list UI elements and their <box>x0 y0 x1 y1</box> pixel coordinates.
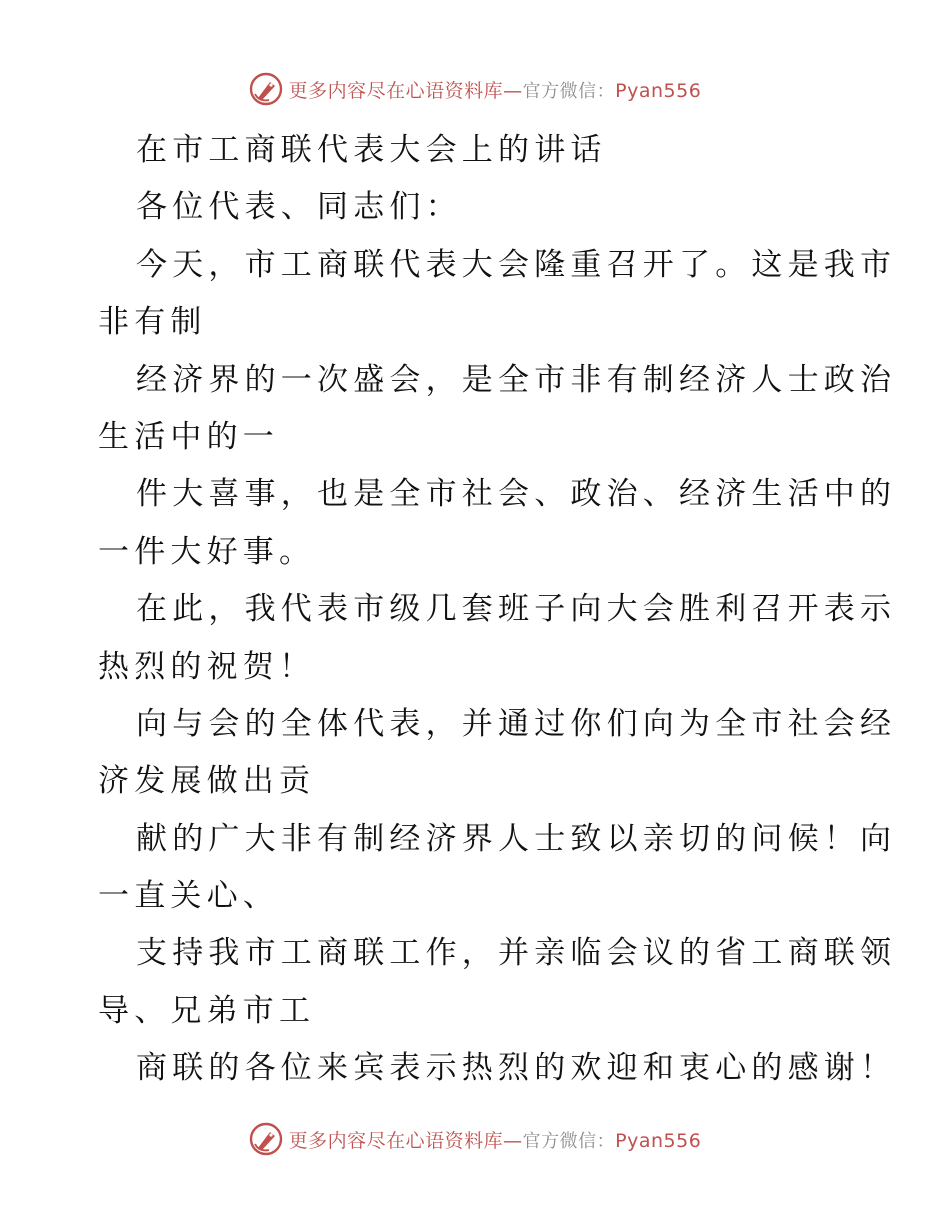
watermark-wechat-id: Pyan556 <box>615 1129 702 1152</box>
watermark-brand: 更多内容尽在心语资料库 <box>288 79 504 102</box>
watermark-text <box>289 1126 702 1153</box>
document-title: 在市工商联代表大会上的讲话 <box>136 132 607 168</box>
paragraph-line: 济发展做出贡 <box>98 763 316 800</box>
paragraph-line: 经济界的一次盛会，是全市非有制经济人士政治 <box>136 361 897 398</box>
watermark-text <box>289 76 702 103</box>
pen-nib-logo-icon <box>249 72 283 106</box>
paragraph-line: 商联的各位来宾表示热烈的欢迎和衷心的感谢！ <box>136 1050 897 1087</box>
watermark-wechat-id: Pyan556 <box>615 79 702 102</box>
document-body <box>98 122 897 1098</box>
watermark-dash: — <box>503 1129 523 1152</box>
paragraph-line: 生活中的一 <box>98 418 279 455</box>
paragraph-line: 向与会的全体代表，并通过你们向为全市社会经 <box>136 705 897 742</box>
paragraph-line: 件大喜事，也是全市社会、政治、经济生活中的 <box>136 476 897 513</box>
watermark-dash: — <box>503 79 523 102</box>
salutation: 各位代表、同志们： <box>136 189 462 226</box>
paragraph-line: 热烈的祝贺！ <box>98 648 316 685</box>
paragraph-line: 献的广大非有制经济界人士致以亲切的问候！向 <box>136 820 897 857</box>
paragraph-line: 支持我市工商联工作，并亲临会议的省工商联领 <box>136 935 897 972</box>
watermark-wechat-label: 官方微信： <box>522 80 616 102</box>
header-watermark <box>0 72 950 106</box>
footer-watermark <box>0 1122 950 1156</box>
watermark-brand: 更多内容尽在心语资料库 <box>288 1129 504 1152</box>
paragraph-line: 一直关心、 <box>98 878 279 915</box>
pen-nib-logo-icon <box>249 1122 283 1156</box>
paragraph-line: 今天，市工商联代表大会隆重召开了。这是我市 <box>136 246 897 283</box>
paragraph-line: 非有制 <box>98 304 207 341</box>
paragraph-line: 一件大好事。 <box>98 533 316 570</box>
paragraph-line: 导、兄弟市工 <box>98 992 316 1029</box>
watermark-wechat-label: 官方微信： <box>522 1130 616 1152</box>
paragraph-line: 在此，我代表市级几套班子向大会胜利召开表示 <box>136 591 897 628</box>
